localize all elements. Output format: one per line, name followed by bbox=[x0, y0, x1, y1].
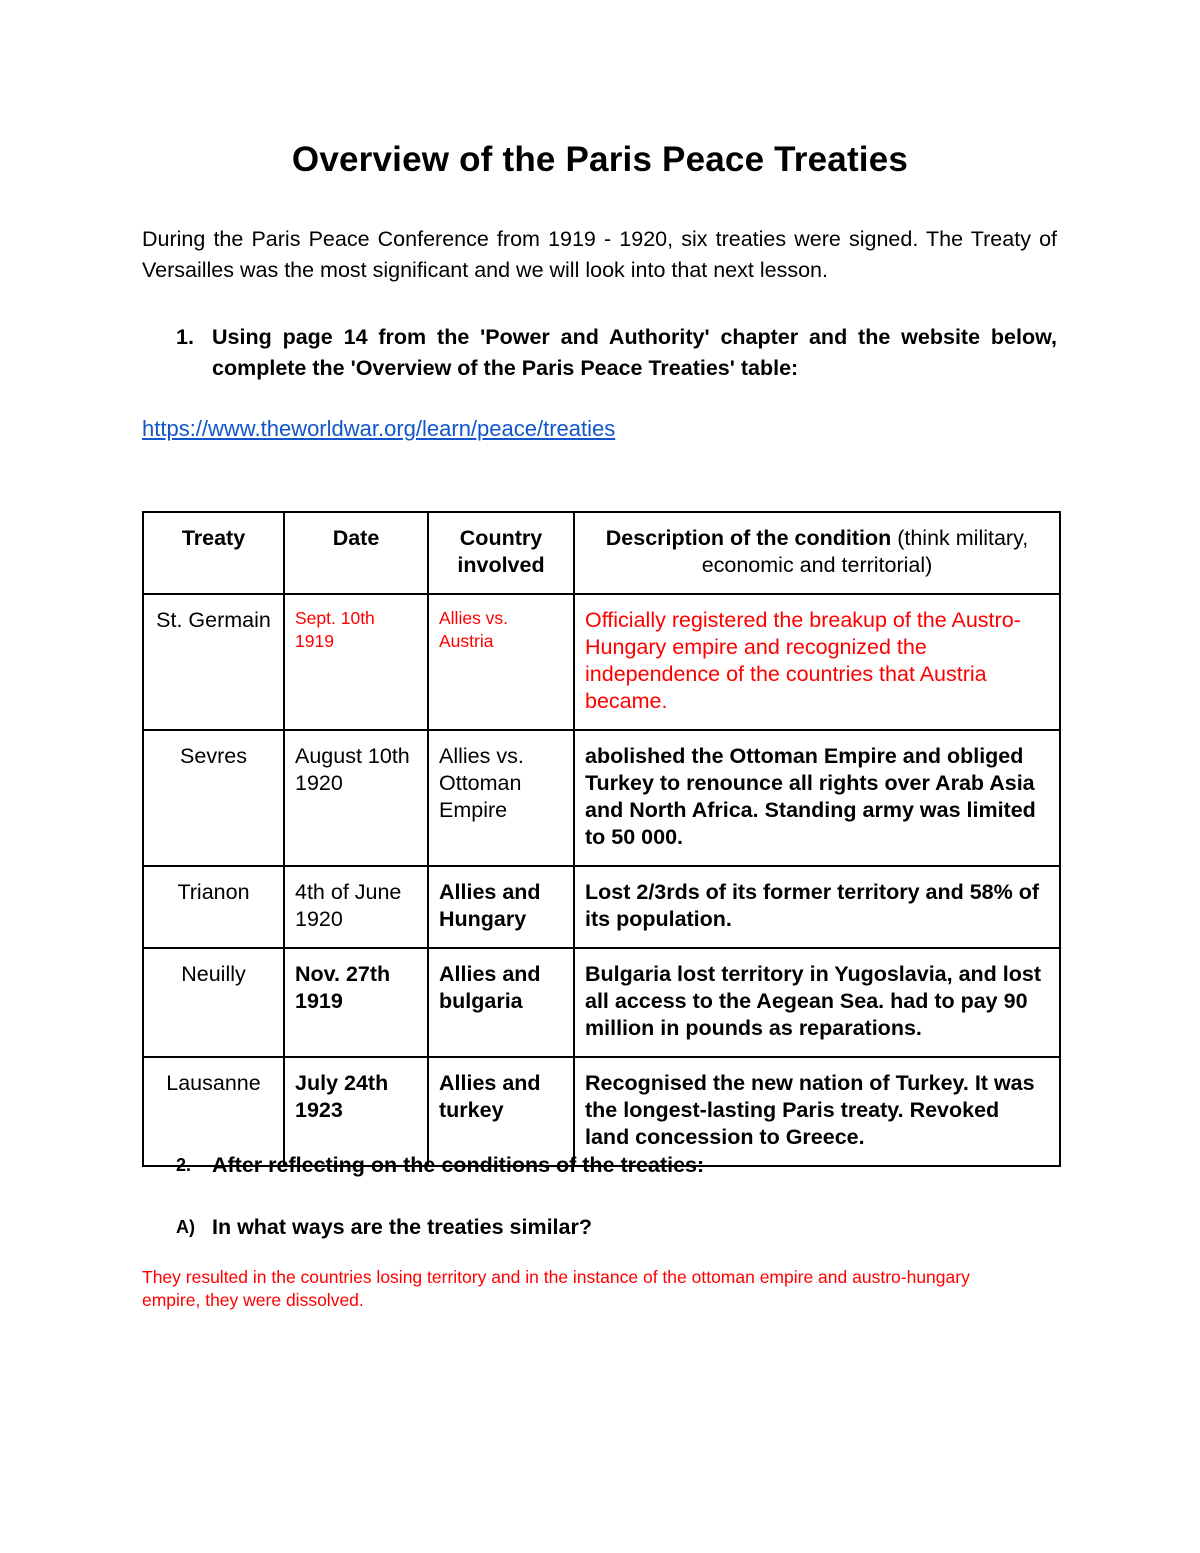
date-cell: 4th of June 1920 bbox=[284, 866, 428, 948]
question-1-number: 1. bbox=[176, 325, 194, 349]
table-row bbox=[143, 594, 1060, 730]
table-row bbox=[143, 730, 1060, 866]
description-cell: abolished the Ottoman Empire and obliged Turkey to renounce all rights over Arab Asia and North Africa. Standing army was limited to 50 000. bbox=[574, 730, 1060, 866]
country-cell: Allies vs. Ottoman Empire bbox=[428, 730, 574, 866]
table-header-row bbox=[143, 512, 1060, 594]
header-description-rest: (think military, economic and territorial) bbox=[701, 526, 1029, 577]
question-2-text: After reflecting on the conditions of the treaties: bbox=[212, 1153, 705, 1177]
question-2a-text: In what ways are the treaties similar? bbox=[212, 1215, 592, 1239]
question-1-text: Using page 14 from the 'Power and Authority' chapter and the website below, complete the 'Overview of the Paris Peace Treaties' table: bbox=[212, 325, 1057, 380]
date-cell: Nov. 27th 1919 bbox=[284, 948, 428, 1057]
question-2-number: 2. bbox=[176, 1155, 192, 1175]
date-cell: August 10th 1920 bbox=[284, 730, 428, 866]
table-row bbox=[143, 948, 1060, 1057]
country-cell: Allies vs. Austria bbox=[428, 594, 574, 730]
table-row bbox=[143, 866, 1060, 948]
header-description bbox=[574, 512, 1060, 594]
description-cell: Lost 2/3rds of its former territory and 58% of its population. bbox=[574, 866, 1060, 948]
description-cell: Bulgaria lost territory in Yugoslavia, and lost all access to the Aegean Sea. had to pay 90 million in pounds as reparations. bbox=[574, 948, 1060, 1057]
document-title: Overview of the Paris Peace Treaties bbox=[291, 140, 909, 179]
answer-2a: They resulted in the countries losing territory and in the instance of the ottoman empire and austro-hungary empire, they were dissolved. bbox=[142, 1267, 970, 1310]
treaty-cell: Trianon bbox=[143, 866, 284, 948]
treaty-cell: St. Germain bbox=[143, 594, 284, 730]
country-cell: Allies and turkey bbox=[428, 1057, 574, 1166]
description-cell: Officially registered the breakup of the Austro-Hungary empire and recognized the independence of the countries that Austria became. bbox=[574, 594, 1060, 730]
treaties-table bbox=[142, 511, 1061, 1167]
date-cell: July 24th 1923 bbox=[284, 1057, 428, 1166]
treaty-cell: Lausanne bbox=[143, 1057, 284, 1166]
header-treaty: Treaty bbox=[143, 512, 284, 594]
header-date: Date bbox=[284, 512, 428, 594]
header-description-bold: Description of the condition bbox=[605, 526, 892, 550]
date-cell: Sept. 10th 1919 bbox=[284, 594, 428, 730]
treaty-cell: Neuilly bbox=[143, 948, 284, 1057]
country-cell: Allies and bulgaria bbox=[428, 948, 574, 1057]
description-cell: Recognised the new nation of Turkey. It was the longest-lasting Paris treaty. Revoked land concession to Greece. bbox=[574, 1057, 1060, 1166]
intro-paragraph: During the Paris Peace Conference from 1919 - 1920, six treaties were signed. The Treaty of Versailles was the most significant and we will look into that next lesson. bbox=[142, 227, 1057, 282]
treaty-cell: Sevres bbox=[143, 730, 284, 866]
treaties-website-link[interactable]: https://www.theworldwar.org/learn/peace/treaties bbox=[142, 416, 616, 441]
country-cell: Allies and Hungary bbox=[428, 866, 574, 948]
header-country: Country involved bbox=[428, 512, 574, 594]
question-2a-label: A) bbox=[176, 1217, 195, 1237]
